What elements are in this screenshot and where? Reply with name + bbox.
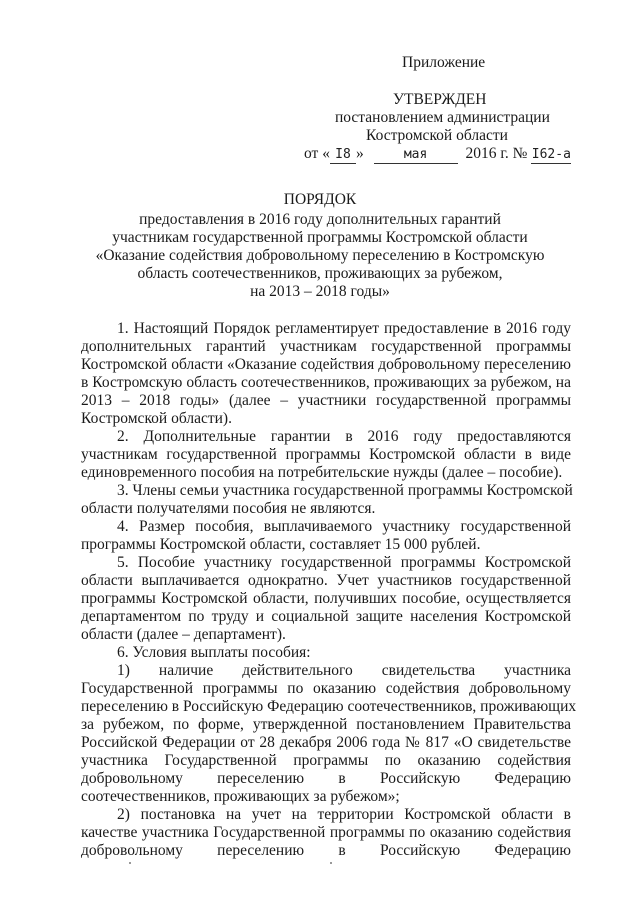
scan-speck: [330, 862, 332, 864]
body-line: Костромской области).: [81, 410, 232, 427]
body-line: переселению в Российскую Федерацию соотечественников, проживающих: [81, 698, 577, 715]
body-line: соотечественников, проживающих за рубежом»;: [81, 788, 400, 805]
date-day: I8: [330, 147, 356, 164]
title-line-3: «Оказание содействия добровольному переселению в Костромскую: [95, 247, 545, 264]
date-mid: »: [355, 145, 364, 162]
body-line: департаментом по труду и социальной защите населения Костромской: [81, 608, 571, 625]
body-line: за рубежом, по форме, утвержденной постановлением Правительства: [81, 716, 571, 733]
body-line: 2) постановка на учет на территории Костромской области в: [117, 806, 571, 823]
body-line: области выплачивается однократно. Учет участников государственной: [81, 572, 571, 589]
title-line-2: участникам государственной программы Костромской области: [112, 229, 528, 246]
decree-date-line: [304, 144, 571, 164]
body-line: программы Костромской области, составляет 15 000 рублей.: [81, 536, 481, 553]
body-line: 2. Дополнительные гарантии в 2016 году предоставляются: [117, 428, 571, 445]
body-line: Государственной программы по оказанию содействия добровольному: [81, 680, 571, 697]
body-line: области (далее – департамент).: [81, 626, 286, 643]
body-line: дополнительных гарантий участникам государственной программы: [81, 338, 571, 355]
document-heading: ПОРЯДОК: [283, 191, 357, 208]
title-line-4: область соотечественников, проживающих за рубежом,: [137, 265, 503, 282]
date-month: мая: [374, 147, 458, 164]
body-line: 1) наличие действительного свидетельства участника: [117, 662, 571, 679]
title-line-5: на 2013 – 2018 годы»: [250, 283, 390, 300]
body-line: 1. Настоящий Порядок регламентирует предоставление в 2016 году: [117, 320, 571, 337]
body-line: участникам государственной программы Костромской области в виде: [81, 446, 571, 463]
body-line: Костромской области «Оказание содействия добровольному переселению: [81, 356, 571, 373]
body-line: 3. Члены семьи участника государственной программы Костромской: [117, 482, 573, 499]
approved-label: УТВЕРЖДЕН: [393, 91, 487, 108]
decree-line-1: постановлением администрации: [335, 109, 550, 126]
body-line: в Костромскую область соотечественников, проживающих за рубежом, на: [81, 374, 571, 391]
date-prefix: от «: [304, 145, 330, 162]
body-line: добровольному переселению в Российскую Федерацию: [81, 770, 571, 787]
appendix-label: Приложение: [402, 54, 486, 71]
body-line: единовременного пособия на потребительские нужды (далее – пособие).: [81, 464, 563, 481]
date-year-number: 2016 г. №: [465, 145, 528, 162]
decree-line-2: Костромской области: [366, 127, 508, 144]
body-line: добровольному переселению в Российскую Федерацию: [81, 842, 571, 859]
body-line: области получателями пособия не являются.: [81, 500, 376, 517]
body-line: участника Государственной программы по оказанию содействия: [81, 752, 571, 769]
body-line: Российской Федерации от 28 декабря 2006 года № 817 «О свидетельстве: [81, 734, 571, 751]
body-line: 2013 – 2018 годы» (далее – участники государственной программы: [81, 392, 571, 409]
title-line-1: предоставления в 2016 году дополнительных гарантий: [139, 211, 501, 228]
scan-speck: [129, 862, 131, 864]
body-line: 6. Условия выплаты пособия:: [117, 644, 311, 661]
body-line: качестве участника Государственной программы по оказанию содействия: [81, 824, 571, 841]
body-line: программы Костромской области, получивших пособие, осуществляется: [81, 590, 571, 607]
decree-number: I62-а: [531, 147, 571, 162]
body-line: 4. Размер пособия, выплачиваемого участнику государственной: [117, 518, 571, 535]
body-line: 5. Пособие участнику государственной программы Костромской: [117, 554, 571, 571]
